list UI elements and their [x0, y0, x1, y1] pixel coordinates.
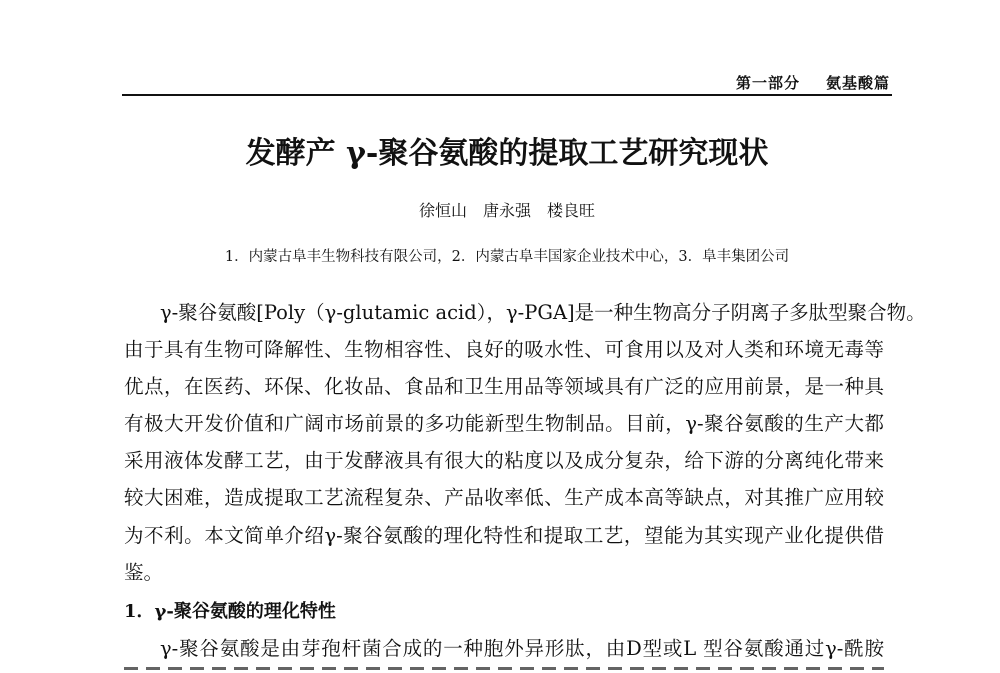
header-rule [122, 94, 892, 96]
paragraph-line: γ-聚谷氨酸[Poly（γ-glutamic acid），γ-PGA]是一种生物高分子阴离子多肽型聚合物。 [160, 301, 926, 324]
paragraph-line: 鉴。 [124, 561, 164, 584]
author-list: 徐恒山 唐永强 楼良旺 [418, 201, 595, 220]
paragraph-line: 为不利。本文简单介绍γ-聚谷氨酸的理化特性和提取工艺，望能为其实现产业化提供借 [124, 524, 884, 547]
paragraph-line: 采用液体发酵工艺，由于发酵液具有很大的粘度以及成分复杂，给下游的分离纯化带来 [124, 449, 884, 472]
paragraph-line: γ-聚谷氨酸是由芽孢杆菌合成的一种胞外异形肽，由D型或L 型谷氨酸通过γ-酰胺 [160, 637, 884, 660]
paragraph-line: 有极大开发价值和广阔市场前景的多功能新型生物制品。目前，γ-聚谷氨酸的生产大都 [124, 412, 884, 435]
cropped-text-line [124, 667, 884, 670]
section-heading: 1．γ-聚谷氨酸的理化特性 [124, 601, 336, 622]
paragraph-line: 由于具有生物可降解性、生物相容性、良好的吸水性、可食用以及对人类和环境无毒等 [124, 338, 884, 361]
running-header-section: 第一部分 [735, 74, 800, 92]
running-header [700, 72, 890, 93]
paragraph-line: 较大困难，造成提取工艺流程复杂、产品收率低、生产成本高等缺点，对其推广应用较 [124, 486, 884, 509]
paragraph-line: 优点，在医药、环保、化妆品、食品和卫生用品等领域具有广泛的应用前景，是一种具 [124, 375, 884, 398]
paper-title: 发酵产 γ-聚谷氨酸的提取工艺研究现状 [245, 136, 769, 171]
running-header-subsection: 氨基酸篇 [825, 74, 890, 92]
affiliations: 1．内蒙古阜丰生物科技有限公司，2．内蒙古阜丰国家企业技术中心，3．阜丰集团公司 [224, 249, 790, 265]
